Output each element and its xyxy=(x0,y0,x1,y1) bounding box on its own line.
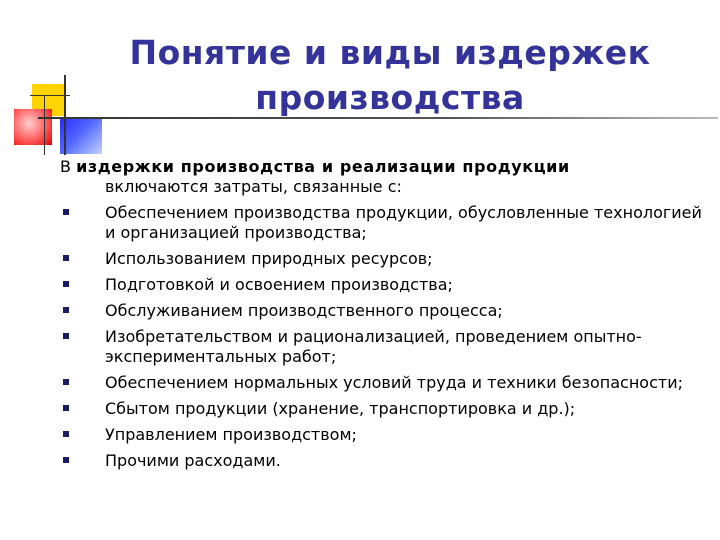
square-bullet-icon xyxy=(63,457,69,463)
blue-square-decoration xyxy=(60,118,102,154)
list-item xyxy=(60,451,715,471)
square-bullet-icon xyxy=(63,209,69,215)
list-item xyxy=(60,301,715,321)
intro-bold: издержки производства и реализации продукции xyxy=(76,157,570,176)
list-item-text: Обеспечением производства продукции, обусловленные технологией и организацией производства; xyxy=(105,203,702,242)
slide-title: Понятие и виды издержек производства xyxy=(129,33,651,117)
intro-lead: В xyxy=(60,157,77,176)
list-item-text: Обеспечением нормальных условий труда и техники безопасности; xyxy=(105,373,683,392)
list-item-text: Использованием природных ресурсов; xyxy=(105,249,433,268)
red-square-decoration xyxy=(14,109,52,145)
list-item-text: Прочими расходами. xyxy=(105,451,281,470)
list-item xyxy=(60,399,715,419)
list-item xyxy=(60,249,715,269)
slide-content xyxy=(60,157,715,477)
list-item-text: Подготовкой и освоением производства; xyxy=(105,275,453,294)
square-bullet-icon xyxy=(63,431,69,437)
square-bullet-icon xyxy=(63,281,69,287)
intro-continuation: включаются затраты, связанные с: xyxy=(105,177,402,196)
square-bullet-icon xyxy=(63,405,69,411)
intro-paragraph xyxy=(60,157,715,197)
list-item-text: Сбытом продукции (хранение, транспортировка и др.); xyxy=(105,399,576,418)
list-item xyxy=(60,203,715,243)
cost-items-list xyxy=(60,203,715,471)
square-bullet-icon xyxy=(63,255,69,261)
vertical-line-decoration-2 xyxy=(44,95,45,155)
list-item xyxy=(60,275,715,295)
list-item xyxy=(60,373,715,393)
list-item-text: Изобретательством и рационализацией, проведением опытно-экспериментальных работ; xyxy=(105,327,642,366)
list-item-text: Обслуживанием производственного процесса; xyxy=(105,301,503,320)
square-bullet-icon xyxy=(63,307,69,313)
square-bullet-icon xyxy=(63,379,69,385)
list-item-text: Управлением производством; xyxy=(105,425,357,444)
square-bullet-icon xyxy=(63,333,69,339)
list-item xyxy=(60,425,715,445)
list-item xyxy=(60,327,715,367)
